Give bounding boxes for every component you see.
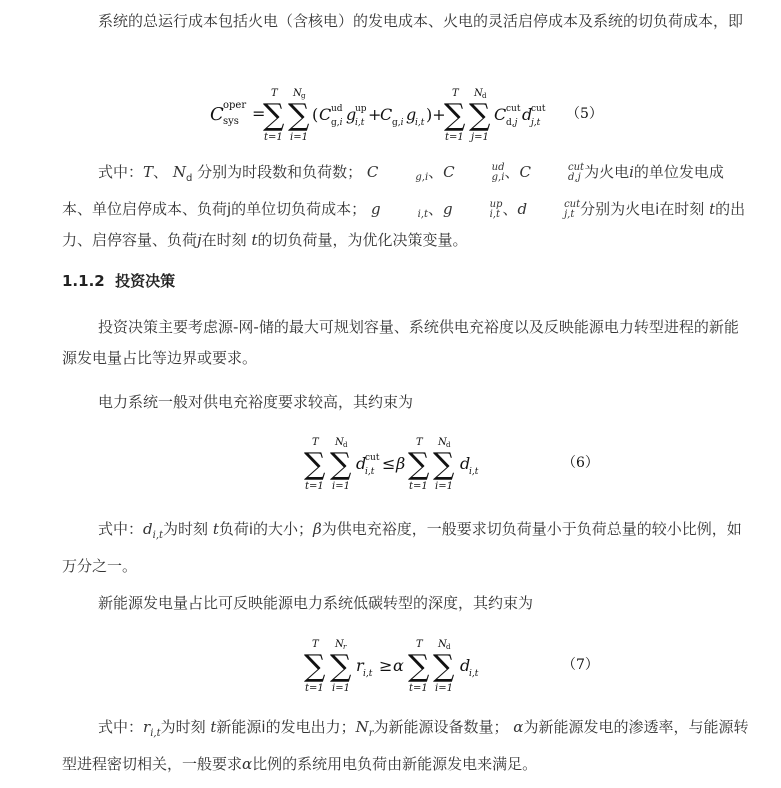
eq5-sum-Nd: N (474, 88, 483, 99)
svg-text:i,t: i,t (355, 118, 365, 128)
svg-text:N: N (335, 437, 344, 448)
svg-text:d,j: d,j (506, 118, 518, 128)
svg-text:t=1: t=1 (305, 683, 324, 694)
svg-text:=: = (252, 104, 266, 123)
svg-text:d: d (460, 454, 471, 473)
investment-paragraph: 投资决策主要考虑源-网-储的最大可规划容量、系统供电充裕度以及反映能源电力转型进程的新能源发电量占比等边界或要求。 (62, 318, 739, 367)
renewable-intro: 新能源发电量占比可反映能源电力系统低碳转型的深度，其约束为 (98, 594, 534, 612)
svg-text:T: T (416, 437, 423, 448)
svg-text:N: N (438, 437, 447, 448)
svg-text:∑: ∑ (433, 447, 455, 482)
svg-text:d: d (522, 105, 533, 124)
intro-paragraph: 系统的总运行成本包括火电（含核电）的发电成本、火电的灵活启停成本及系统的切负荷成本，即 (98, 12, 744, 30)
svg-text:∑: ∑ (469, 98, 491, 133)
svg-text:g: g (346, 105, 357, 124)
svg-text:j,t: j,t (531, 118, 541, 128)
eq5-sum-j1: j=1 (471, 132, 489, 143)
eq5-sum-Nd-sub: d (482, 92, 487, 100)
svg-text:)+: )+ (426, 105, 446, 124)
svg-text:d: d (446, 643, 451, 651)
section-heading (62, 270, 175, 291)
equation-6 (300, 432, 630, 494)
svg-text:i=1: i=1 (435, 683, 453, 694)
svg-text:∑: ∑ (408, 649, 430, 684)
svg-text:d: d (356, 454, 367, 473)
eq5-lhs-sub: sys (223, 116, 239, 127)
svg-text:g,i: g,i (331, 118, 343, 128)
svg-text:∑: ∑ (288, 98, 310, 133)
svg-text:(: ( (312, 105, 319, 124)
svg-text:up: up (355, 104, 367, 114)
eq5-sum-i1: i=1 (290, 132, 308, 143)
svg-text:g: g (406, 105, 417, 124)
equation-5 (200, 84, 620, 144)
svg-text:∑: ∑ (444, 98, 466, 133)
svg-text:T: T (452, 88, 459, 99)
svg-text:d: d (460, 656, 471, 675)
svg-text:∑: ∑ (263, 98, 285, 133)
svg-text:i,t: i,t (469, 669, 479, 679)
svg-text:T: T (312, 437, 319, 448)
svg-text:i=1: i=1 (435, 481, 453, 492)
svg-text:β: β (396, 454, 406, 473)
svg-text:∑: ∑ (330, 447, 352, 482)
svg-text:i,t: i,t (365, 467, 375, 477)
heading-title: 投资决策 (115, 272, 176, 290)
equation-7 (300, 634, 630, 696)
svg-text:r: r (343, 643, 347, 651)
svg-text:g,i: g,i (392, 118, 404, 128)
eq5-number: （5） (566, 106, 603, 122)
svg-text:∑: ∑ (330, 649, 352, 684)
eq5-sum-t1: t=1 (264, 132, 283, 143)
svg-text:+: + (368, 105, 382, 124)
svg-text:≤: ≤ (382, 454, 396, 473)
svg-text:C: C (380, 105, 393, 124)
svg-text:ud: ud (331, 104, 343, 114)
svg-text:α: α (393, 656, 404, 675)
svg-text:d: d (343, 441, 348, 449)
eq7-explanation: 式中：$r_{i,t}$为时刻 t新能源i的发电出力；$N_r$为新能源设备数量； α为新能源发电的渗透率，与能源转型进程密切相关，一般要求α比例的系统用电负荷由新能源发电来满足。 (62, 718, 749, 773)
svg-text:cut: cut (365, 453, 380, 463)
svg-text:∑: ∑ (408, 447, 430, 482)
eq5-lhs-sup: oper (223, 100, 247, 111)
heading-number: 1.1.2 (62, 272, 105, 290)
svg-text:T: T (416, 639, 423, 650)
svg-text:t=1: t=1 (445, 132, 464, 143)
svg-text:d: d (446, 441, 451, 449)
eq6-explanation: 式中：$d_{i,t}$为时刻 t负荷i的大小；β为供电充裕度，一般要求切负荷量小于负荷总量的较小比例，如万分之一。 (62, 520, 742, 575)
svg-text:i,t: i,t (415, 118, 425, 128)
eq5-sum-Ng: N (293, 88, 302, 99)
svg-text:i=1: i=1 (332, 481, 350, 492)
svg-text:cut: cut (531, 104, 546, 114)
svg-text:r: r (356, 656, 364, 675)
svg-text:t=1: t=1 (409, 481, 428, 492)
svg-text:∑: ∑ (304, 649, 326, 684)
adequacy-intro: 电力系统一般对供电充裕度要求较高，其约束为 (98, 393, 414, 411)
eq5-explanation: 式中：T、 $N_d$ 分别为时段数和负荷数； C g,i 、C ud g,i 、C cut d,j 为火电i的单位发电成本、单位启停成本、负荷j的单位切负荷成本； g i,t 、g up i,t 、d cut j,t 分别为火电i在时刻 t的出力、启停容量、负荷j在时刻 t的切负荷量，为优化决策变量。 (62, 162, 746, 249)
svg-text:C: C (494, 105, 507, 124)
svg-text:N: N (438, 639, 447, 650)
svg-text:∑: ∑ (433, 649, 455, 684)
eq6-number: （6） (562, 455, 599, 471)
svg-text:i=1: i=1 (332, 683, 350, 694)
svg-text:N: N (335, 639, 344, 650)
svg-text:T: T (312, 639, 319, 650)
svg-text:cut: cut (506, 104, 521, 114)
svg-text:i,t: i,t (363, 669, 373, 679)
svg-text:t=1: t=1 (305, 481, 324, 492)
eq5-sum-Ng-sub: g (301, 92, 306, 100)
svg-text:C: C (319, 105, 332, 124)
eq5-sum-T: T (271, 88, 278, 99)
svg-text:t=1: t=1 (409, 683, 428, 694)
svg-text:≥: ≥ (379, 656, 393, 675)
eq7-number: （7） (562, 657, 599, 673)
svg-text:i,t: i,t (469, 467, 479, 477)
eq5-lhs-symbol: C (210, 104, 224, 125)
svg-text:∑: ∑ (304, 447, 326, 482)
